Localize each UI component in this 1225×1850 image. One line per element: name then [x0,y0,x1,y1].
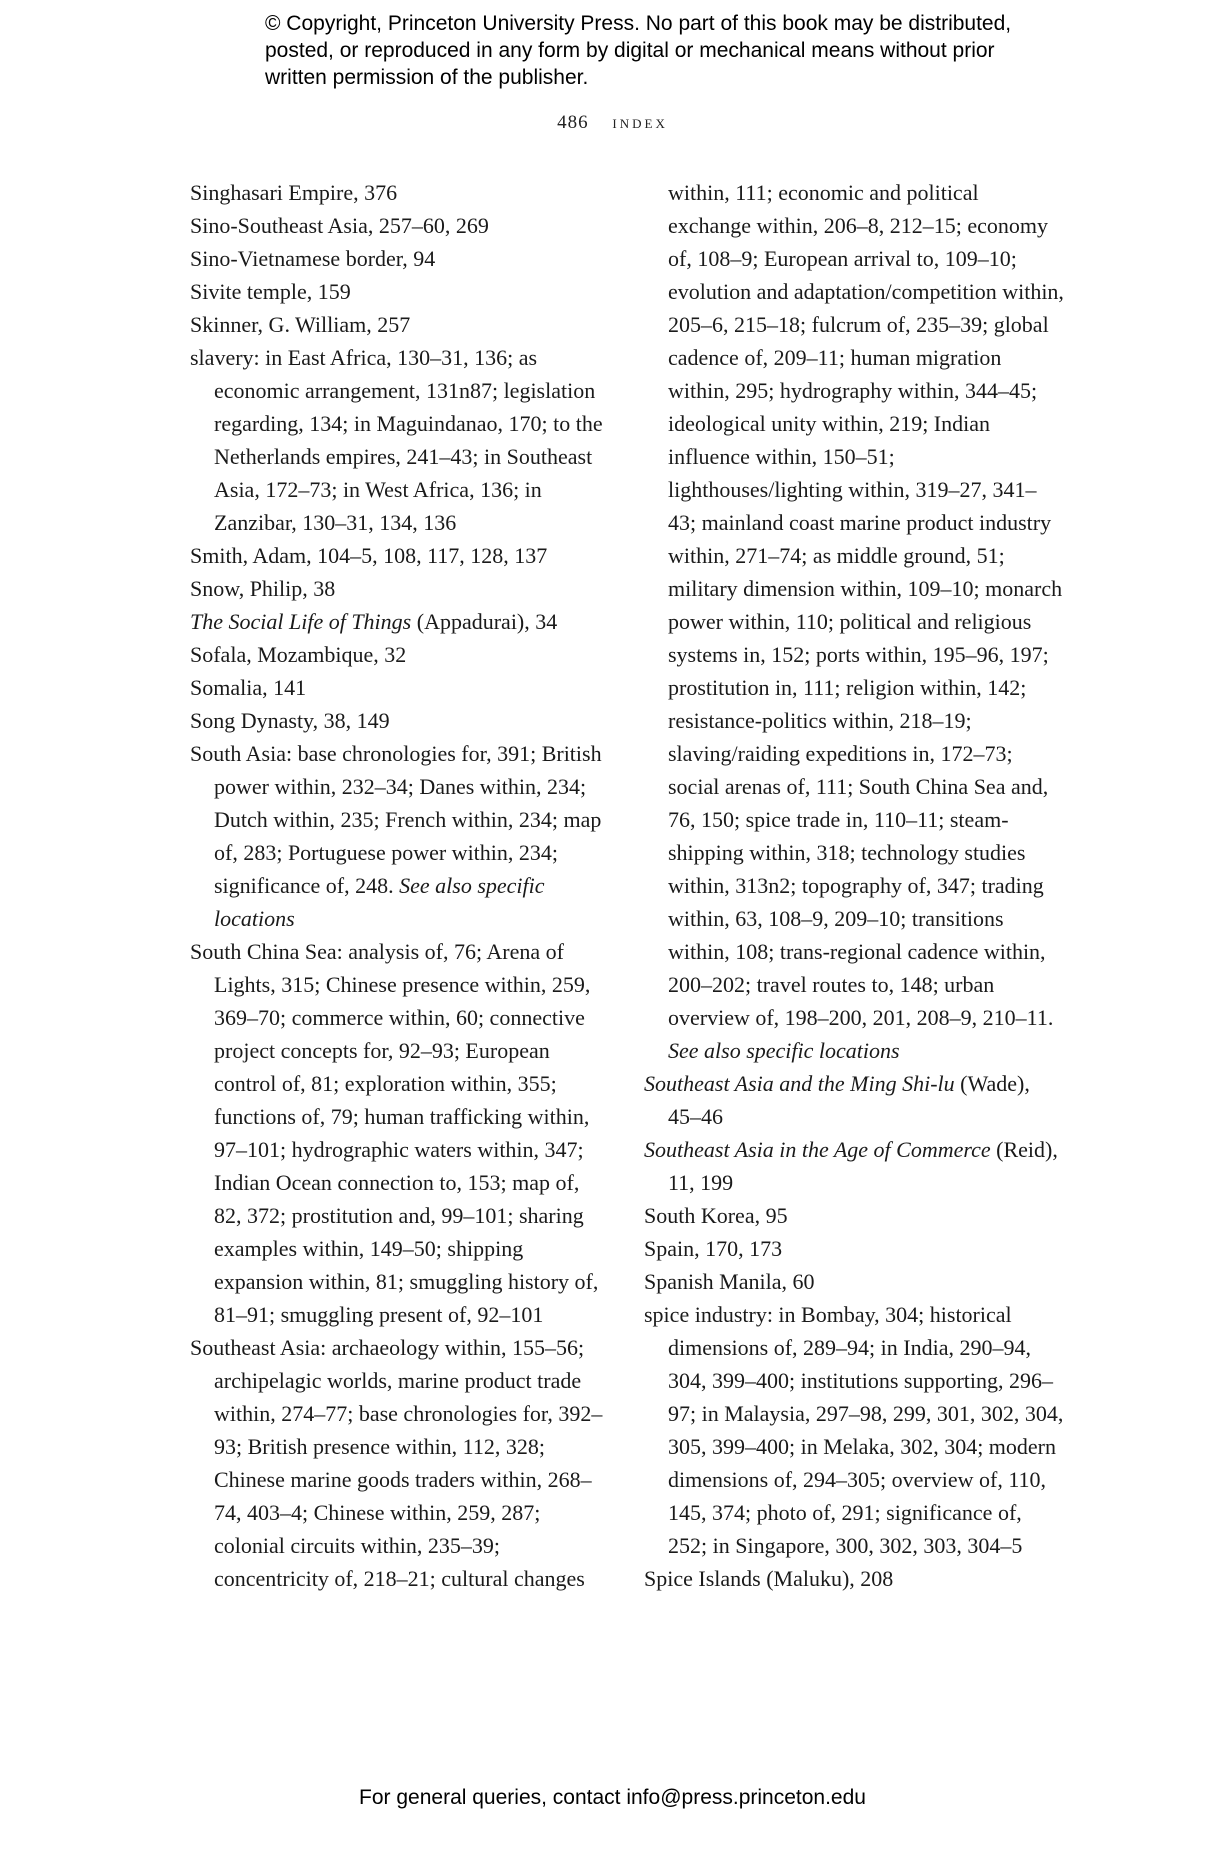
footer-contact: For general queries, contact info@press.princeton.edu [359,1786,866,1809]
index-entry [190,671,610,704]
index-entry-text: (Wade), 45–46 [668,1071,1030,1129]
index-entry [190,176,610,209]
index-entry-text: Singhasari Empire, 376 [190,180,398,205]
index-entry-text: Somalia, 141 [190,675,307,700]
index-entry [190,341,610,539]
index-entry [190,572,610,605]
section-title: index [612,112,668,133]
index-entry [190,242,610,275]
index-entry [644,1562,1064,1595]
index-entry-text: Skinner, G. William, 257 [190,312,411,337]
index-entry-text: South Korea, 95 [644,1203,788,1228]
index-entry-text: slavery: in East Africa, 130–31, 136; as economic arrangement, 131n87; legislation regarding, 134; in Maguindanao, 170; to the Netherlands empires, 241–43; in Southeast Asia, 172–73; in West Africa, 136; in Zanzibar, 130–31, 134, 136 [190,345,603,535]
index-see-also: See also specific locations [668,1038,900,1063]
index-column-right [644,176,1064,1595]
index-entry [190,539,610,572]
index-entry [644,1265,1064,1298]
index-entry-text: Sofala, Mozambique, 32 [190,642,407,667]
index-entry [644,1298,1064,1562]
index-entry [190,737,610,935]
index-entry-text: Smith, Adam, 104–5, 108, 117, 128, 137 [190,543,548,568]
index-entry-text: (Reid), 11, 199 [668,1137,1058,1195]
index-entry-text: Song Dynasty, 38, 149 [190,708,390,733]
index-entry-title: Southeast Asia and the Ming Shi-lu [644,1071,955,1096]
index-entry-text: Spain, 170, 173 [644,1236,783,1261]
index-entry [190,638,610,671]
index-entry-text: spice industry: in Bombay, 304; historical dimensions of, 289–94; in India, 290–94, 304, 399–400; institutions supporting, 296–97; in Malaysia, 297–98, 299, 301, 302, 304, 305, 399–400; in Melaka, 302, 304; modern dimensions of, 294–305; overview of, 110, 145, 374; photo of, 291; significance of, 252; in Singapore, 300, 302, 303, 304–5 [644,1302,1064,1558]
running-head [0,112,1225,134]
index-entry [190,1331,610,1595]
index-entry [190,935,610,1331]
index-entry [644,176,1064,1067]
index-entry [644,1232,1064,1265]
index-entry-text: Snow, Philip, 38 [190,576,336,601]
index-entry [190,605,610,638]
index-entry-title: The Social Life of Things [190,609,412,634]
page-number: 486 [557,112,589,133]
index-entry-text: (Appadurai), 34 [411,609,558,634]
index-entry [190,209,610,242]
index-column-left [190,176,610,1595]
index-entry-text: within, 111; economic and political exchange within, 206–8, 212–15; economy of, 108–9; European arrival to, 109–10; evolution and adaptation/competition within, 205–6, 215–18; fulcrum of, 235–39; global cadence of, 209–11; human migration within, 295; hydrography within, 344–45; ideological unity within, 219; Indian influence within, 150–51; lighthouses/lighting within, 319–27, 341–43; mainland coast marine product industry within, 271–74; as middle ground, 51; military dimension within, 109–10; monarch power within, 110; political and religious systems in, 152; ports within, 195–96, 197; prostitution in, 111; religion within, 142; resistance-politics within, 218–19; slaving/raiding expeditions in, 172–73; social arenas of, 111; South China Sea and, 76, 150; spice trade in, 110–11; steam-shipping within, 318; technology studies within, 313n2; topography of, 347; trading within, 63, 108–9, 209–10; transitions within, 108; trans-regional cadence within, 200–202; travel routes to, 148; urban overview of, 198–200, 201, 208–9, 210–11. [668,180,1064,1030]
index-entry [644,1067,1064,1133]
index-entry [644,1199,1064,1232]
index-entry-text: South China Sea: analysis of, 76; Arena of Lights, 315; Chinese presence within, 259, 369–70; commerce within, 60; connective project concepts for, 92–93; European control of, 81; exploration within, 355; functions of, 79; human trafficking within, 97–101; hydrographic waters within, 347; Indian Ocean connection to, 153; map of, 82, 372; prostitution and, 99–101; sharing examples within, 149–50; shipping expansion within, 81; smuggling history of, 81–91; smuggling present of, 92–101 [190,939,599,1327]
index-see-also: See also specific locations [214,873,545,931]
index-entry-text: Spanish Manila, 60 [644,1269,815,1294]
index-entry-text: Sino-Vietnamese border, 94 [190,246,436,271]
index-entry [190,275,610,308]
index-entry-text: Southeast Asia: archaeology within, 155–56; archipelagic worlds, marine product trade within, 274–77; base chronologies for, 392–93; British presence within, 112, 328; Chinese marine goods traders within, 268–74, 403–4; Chinese within, 259, 287; colonial circuits within, 235–39; concentricity of, 218–21; cultural changes [190,1335,603,1591]
index-entry-text: South Asia: base chronologies for, 391; British power within, 232–34; Danes within, 234; Dutch within, 235; French within, 234; map of, 283; Portuguese power within, 234; significance of, 248. [190,741,602,898]
index-entry-text: Spice Islands (Maluku), 208 [644,1566,894,1591]
index-entry-text: Sivite temple, 159 [190,279,351,304]
index-entry [644,1133,1064,1199]
index-entry-text: Sino-Southeast Asia, 257–60, 269 [190,213,489,238]
index-entry-title: Southeast Asia in the Age of Commerce [644,1137,991,1162]
index-entry [190,308,610,341]
copyright-notice: © Copyright, Princeton University Press. No part of this book may be distributed, posted, or reproduced in any form by digital or mechanical means without prior written permission of the publisher. [265,12,1012,89]
index-entry [190,704,610,737]
